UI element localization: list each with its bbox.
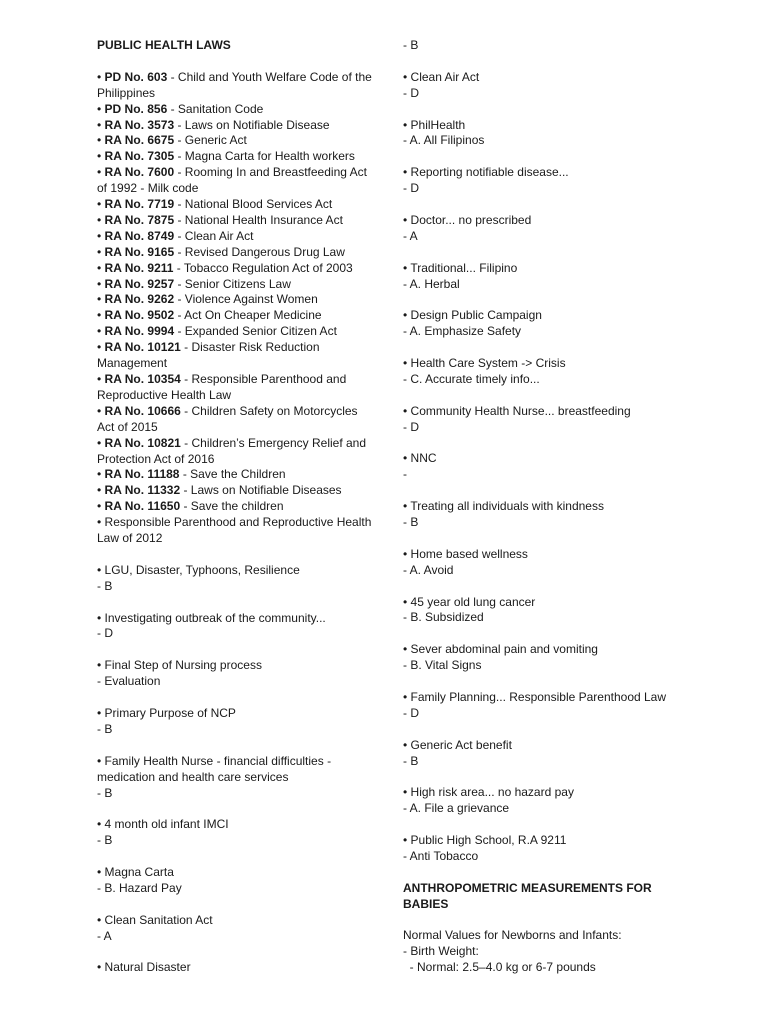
qa-item: [403, 833, 673, 865]
law-code: RA No. 10121: [104, 340, 181, 355]
question: • Generic Act benefit: [403, 737, 512, 752]
law-text: - Revised Dangerous Drug Law: [174, 244, 345, 259]
law-text: - National Health Insurance Act: [174, 212, 343, 227]
law-text: - Tobacco Regulation Act of 2003: [173, 260, 353, 275]
qa-item: [403, 404, 673, 436]
law-code: PD No. 603: [104, 69, 168, 84]
law-code: RA No. 9502: [104, 308, 175, 323]
law-text: - Children Safety on Motorcycles Act of 2015: [97, 403, 358, 434]
law-text: - Save the Children: [179, 467, 286, 482]
question: • Public High School, R.A 9211: [403, 833, 567, 848]
qa-item: [403, 785, 673, 817]
question: • Primary Purpose of NCP: [97, 705, 236, 720]
law-code: RA No. 9211: [104, 260, 174, 275]
law-item: • RA No. 10666 - Children Safety on Motorcycles Act of 2015: [97, 403, 358, 434]
law-text: - Sanitation Code: [167, 101, 264, 116]
law-text: - Save the children: [180, 499, 284, 514]
law-item: • RA No. 9502 - Act On Cheaper Medicine: [97, 308, 322, 323]
law-text: - Disaster Risk Reduction Management: [97, 340, 320, 371]
left-column: [97, 38, 372, 976]
answer: - Evaluation: [97, 674, 161, 689]
law-item: • RA No. 7719 - National Blood Services Act: [97, 197, 333, 212]
law-item: • RA No. 3573 - Laws on Notifiable Disease: [97, 117, 330, 132]
qa-item: [97, 706, 372, 738]
qa-item: [403, 261, 673, 293]
law-code: RA No. 3573: [104, 117, 175, 132]
qa-item: [403, 213, 673, 245]
question: • High risk area... no hazard pay: [403, 785, 574, 800]
question: • Community Health Nurse... breastfeeding: [403, 403, 631, 418]
question: • NNC: [403, 451, 437, 466]
normal-values-title: Normal Values for Newborns and Infants:: [403, 928, 622, 943]
law-item: • RA No. 9994 - Expanded Senior Citizen Act: [97, 324, 337, 339]
qa-item: [403, 642, 673, 674]
question: • Family Health Nurse - financial difficulties - medication and health care services: [97, 753, 332, 784]
answer: - A: [97, 928, 112, 943]
law-code: RA No. 9994: [104, 324, 175, 339]
qa-item: [97, 754, 372, 802]
law-item: • RA No. 10121 - Disaster Risk Reduction Management: [97, 340, 320, 371]
law-code: RA No. 9257: [104, 276, 175, 291]
law-item: • RA No. 9257 - Senior Citizens Law: [97, 276, 291, 291]
law-item: • RA No. 10354 - Responsible Parenthood and Reproductive Health Law: [97, 372, 347, 402]
law-item: • RA No. 9165 - Revised Dangerous Drug Law: [97, 244, 345, 259]
answer: - C. Accurate timely info...: [403, 371, 540, 386]
question: • Doctor... no prescribed: [403, 212, 532, 227]
answer: - B: [97, 721, 113, 736]
law-code: RA No. 7875: [104, 212, 175, 227]
qa-item: [97, 563, 372, 595]
law-code: RA No. 11650: [104, 499, 181, 514]
birth-weight-label: - Birth Weight:: [403, 944, 479, 959]
law-code: RA No. 10354: [104, 372, 181, 387]
law-text: - Child and Youth Welfare Code of the Philippines: [97, 69, 372, 100]
section-title-anthropometric: ANTHROPOMETRIC MEASUREMENTS FOR BABIES: [403, 880, 652, 911]
answer: - B. Subsidized: [403, 610, 484, 625]
answer: - A. File a grievance: [403, 801, 510, 816]
law-item: • RA No. 11650 - Save the children: [97, 499, 284, 514]
answer: - A. Herbal: [403, 276, 460, 291]
law-item: • PD No. 856 - Sanitation Code: [97, 101, 264, 116]
question: • Traditional... Filipino: [403, 260, 518, 275]
right-column: [403, 38, 673, 976]
qa-item: [97, 960, 372, 976]
law-item: • RA No. 7600 - Rooming In and Breastfeeding Act of 1992 - Milk code: [97, 165, 367, 196]
answer: - D: [403, 419, 419, 434]
law-text: - Children’s Emergency Relief and Protection Act of 2016: [97, 435, 367, 466]
law-item: • RA No. 9211 - Tobacco Regulation Act of 2003: [97, 260, 353, 275]
law-text: - Expanded Senior Citizen Act: [174, 324, 337, 339]
answer: - D: [97, 626, 113, 641]
law-item: • RA No. 10821 - Children’s Emergency Relief and Protection Act of 2016: [97, 435, 367, 466]
qa-item: [403, 308, 673, 340]
qa-item: [97, 913, 372, 945]
law-code: RA No. 11188: [104, 467, 180, 482]
answer: - Anti Tobacco: [403, 848, 479, 863]
qa-item: [97, 611, 372, 643]
law-item: • RA No. 8749 - Clean Air Act: [97, 228, 254, 243]
question: • PhilHealth: [403, 117, 466, 132]
qa-item: [403, 547, 673, 579]
qa-item: [403, 595, 673, 627]
qa-item: [403, 690, 673, 722]
answer: - B. Vital Signs: [403, 658, 482, 673]
answer: -: [403, 467, 407, 482]
question: • Home based wellness: [403, 546, 528, 561]
law-item: • RA No. 11188 - Save the Children: [97, 467, 286, 482]
answer: - B: [403, 38, 419, 52]
law-code: RA No. 7600: [104, 165, 175, 180]
law-item: • RA No. 6675 - Generic Act: [97, 133, 247, 148]
law-code: RA No. 9165: [104, 244, 175, 259]
qa-item: [403, 70, 673, 102]
law-text: - Violence Against Women: [174, 292, 318, 307]
question: • Treating all individuals with kindness: [403, 499, 604, 514]
answer: - B. Hazard Pay: [97, 880, 182, 895]
law-item: • RA No. 7875 - National Health Insurance Act: [97, 212, 343, 227]
answer: - A. Emphasize Safety: [403, 324, 522, 339]
law-item: • RA No. 7305 - Magna Carta for Health workers: [97, 149, 355, 164]
law-text: - Laws on Notifiable Diseases: [180, 483, 342, 498]
question: • Natural Disaster: [97, 960, 191, 975]
answer: - D: [403, 181, 419, 196]
law-code: RA No. 6675: [104, 133, 175, 148]
answer: - B: [97, 578, 113, 593]
law-list: [97, 70, 372, 547]
qa-item: [97, 817, 372, 849]
question: • Final Step of Nursing process: [97, 658, 262, 673]
law-code: RA No. 10821: [104, 435, 181, 450]
birth-weight-normal: - Normal: 2.5–4.0 kg or 6-7 pounds: [403, 960, 596, 975]
answer: - A: [403, 228, 418, 243]
law-text: - Act On Cheaper Medicine: [174, 308, 322, 323]
question: • Family Planning... Responsible Parenthood Law: [403, 689, 667, 704]
answer: - D: [403, 705, 419, 720]
question: • Clean Sanitation Act: [97, 912, 213, 927]
question: • 4 month old infant IMCI: [97, 817, 229, 832]
normal-values-block: [403, 928, 673, 976]
law-text: Responsible Parenthood and Reproductive Health Law of 2012: [97, 515, 372, 546]
qa-item: [97, 658, 372, 690]
answer: - B: [97, 785, 113, 800]
law-text: - Generic Act: [174, 133, 247, 148]
law-text: - Responsible Parenthood and Reproductive Health Law: [97, 372, 347, 402]
law-item: • RA No. 11332 - Laws on Notifiable Diseases: [97, 483, 342, 498]
answer: - B: [403, 515, 419, 530]
law-item: • Responsible Parenthood and Reproductive Health Law of 2012: [97, 515, 372, 546]
answer: - A. Avoid: [403, 562, 454, 577]
question: • Investigating outbreak of the community...: [97, 610, 326, 625]
section-title-public-health-laws: PUBLIC HEALTH LAWS: [97, 38, 231, 52]
answer: - B: [97, 833, 113, 848]
question: • Design Public Campaign: [403, 308, 542, 323]
law-text: - Laws on Notifiable Disease: [174, 117, 330, 132]
qa-item: [403, 165, 673, 197]
qa-item: [403, 499, 673, 531]
qa-item: [97, 865, 372, 897]
qa-item: [403, 451, 673, 483]
law-code: RA No. 10666: [104, 403, 181, 418]
answer: - D: [403, 85, 419, 100]
question: • Sever abdominal pain and vomiting: [403, 642, 598, 657]
law-code: RA No. 11332: [104, 483, 181, 498]
law-text: - Senior Citizens Law: [174, 276, 291, 291]
answer: - A. All Filipinos: [403, 133, 485, 148]
law-text: - Rooming In and Breastfeeding Act of 1992 - Milk code: [97, 165, 367, 196]
law-code: RA No. 8749: [104, 228, 175, 243]
qa-item: [403, 356, 673, 388]
law-text: - Clean Air Act: [174, 228, 254, 243]
law-code: PD No. 856: [104, 101, 168, 116]
law-text: - Magna Carta for Health workers: [174, 149, 355, 164]
answer: - B: [403, 753, 419, 768]
law-text: - National Blood Services Act: [174, 197, 333, 212]
question: • Clean Air Act: [403, 69, 480, 84]
law-code: RA No. 7719: [104, 197, 175, 212]
question: • Reporting notifiable disease...: [403, 165, 569, 180]
qa-item: [403, 738, 673, 770]
qa-item: [403, 118, 673, 150]
question: • Health Care System -> Crisis: [403, 356, 566, 371]
law-code: RA No. 7305: [104, 149, 175, 164]
law-item: • RA No. 9262 - Violence Against Women: [97, 292, 318, 307]
question: • 45 year old lung cancer: [403, 594, 536, 609]
qa-item-continued: [403, 38, 673, 54]
law-item: • PD No. 603 - Child and Youth Welfare Code of the Philippines: [97, 69, 372, 100]
question: • LGU, Disaster, Typhoons, Resilience: [97, 562, 300, 577]
question: • Magna Carta: [97, 865, 174, 879]
law-code: RA No. 9262: [104, 292, 175, 307]
